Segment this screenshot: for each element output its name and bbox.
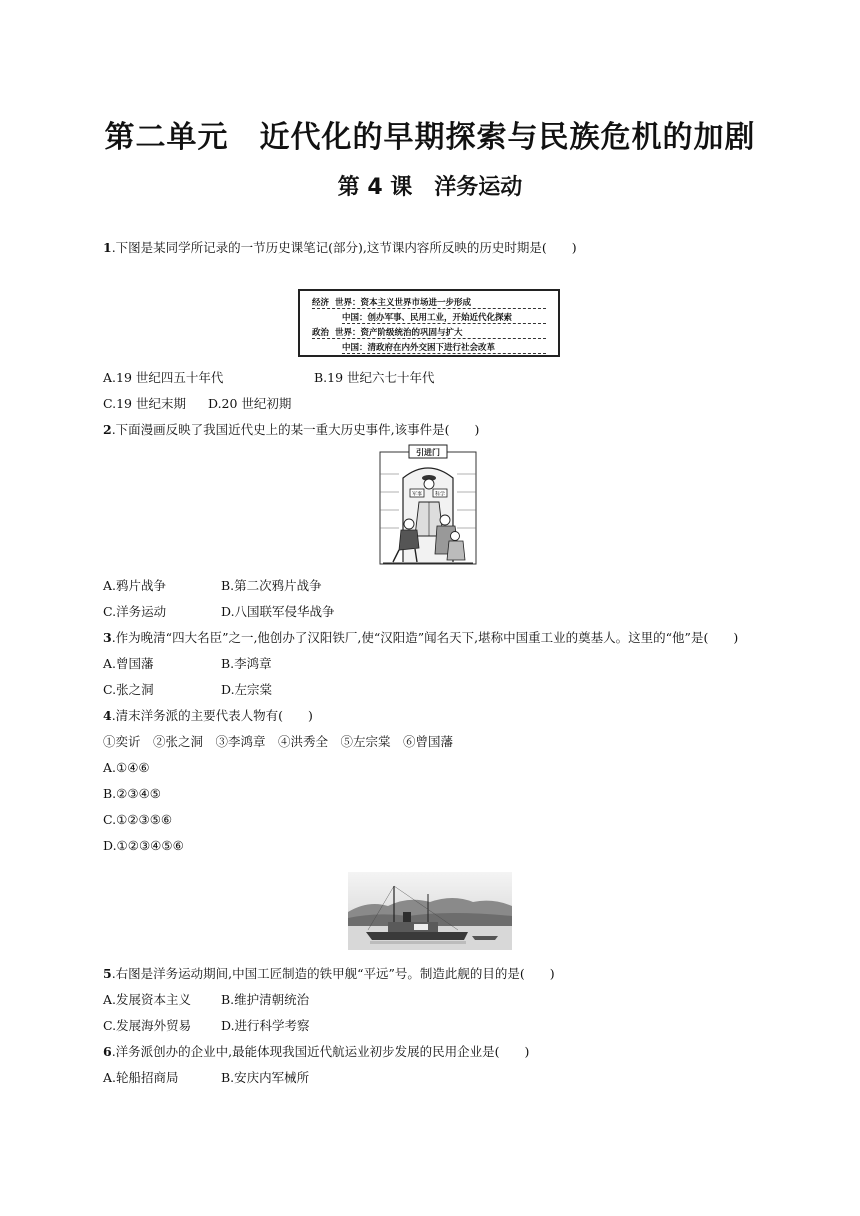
option-d: D.左宗棠 — [221, 682, 273, 697]
unit-title: 第二单元 近代化的早期探索与民族危机的加剧 — [104, 120, 756, 155]
question-3-stem — [103, 630, 738, 646]
option-a: A.发展资本主义 — [103, 992, 192, 1007]
ironclad-ship-photo — [348, 872, 512, 950]
option-c: C.①②③⑤⑥ — [103, 812, 173, 827]
option-a: A.19 世纪四五十年代 — [103, 370, 224, 385]
notes-row-4 — [342, 341, 546, 354]
option-b: B.维护清朝统治 — [221, 992, 310, 1007]
question-number: 2 — [103, 422, 112, 437]
question-number: 4 — [103, 708, 112, 723]
notes-text: 清政府在内外交困下进行社会改革 — [367, 343, 496, 353]
option-a: A.鸦片战争 — [103, 578, 167, 593]
question-text: .右图是洋务运动期间,中国工匠制造的铁甲舰“平远”号。制造此舰的目的是( ) — [111, 966, 555, 981]
question-number: 5 — [103, 966, 112, 981]
question-text: .清末洋务派的主要代表人物有( ) — [111, 708, 313, 723]
question-text: .洋务派创办的企业中,最能体现我国近代航运业初步发展的民用企业是( ) — [111, 1044, 530, 1059]
option-d: D.进行科学考察 — [221, 1018, 310, 1033]
option-b: B.19 世纪六七十年代 — [314, 370, 435, 385]
question-text: .作为晚清“四大名臣”之一,他创办了汉阳铁厂,使“汉阳造”闻名天下,堪称中国重工业的奠基人。这里的“他”是( ) — [111, 630, 739, 645]
notes-row-3 — [312, 326, 546, 339]
option-d: D.①②③④⑤⑥ — [103, 838, 184, 853]
question-6-stem — [103, 1044, 529, 1060]
option-c: C.洋务运动 — [103, 604, 167, 619]
ship-photo-drawing — [348, 872, 512, 950]
question-number: 1 — [103, 240, 112, 255]
option-b: B.李鸿章 — [221, 656, 272, 671]
option-d: D.八国联军侵华战争 — [221, 604, 335, 619]
notes-row-2 — [342, 311, 546, 324]
notes-text: 资产阶级统治的巩固与扩大 — [360, 328, 463, 338]
question-number: 3 — [103, 630, 112, 645]
cartoon-illustration — [379, 444, 477, 566]
notes-scope: 中国： — [342, 343, 368, 353]
question-text: .下面漫画反映了我国近代史上的某一重大历史事件,该事件是( ) — [111, 422, 480, 437]
option-c: C.19 世纪末期 — [103, 396, 186, 411]
notes-scope: 世界： — [334, 298, 361, 308]
question-1-stem — [103, 240, 577, 256]
notes-label-economy: 经济 — [312, 298, 330, 308]
cartoon-tag-right: 科学 — [434, 491, 446, 498]
cartoon-sign: 引进门 — [416, 448, 440, 457]
cartoon-tag-left: 军事 — [411, 491, 423, 498]
option-a: A.曾国藩 — [103, 656, 154, 671]
class-notes-figure — [298, 289, 560, 357]
question-4-items: ①奕䜣 ②张之洞 ③李鸿章 ④洪秀全 ⑤左宗棠 ⑥曾国藩 — [103, 734, 454, 749]
option-b: B.②③④⑤ — [103, 786, 161, 801]
question-text: .下图是某同学所记录的一节历史课笔记(部分),这节课内容所反映的历史时期是( ) — [111, 240, 577, 255]
notes-scope: 中国： — [342, 313, 368, 323]
question-4-stem — [103, 708, 313, 724]
notes-scope: 世界： — [334, 328, 361, 338]
option-a: A.轮船招商局 — [103, 1070, 179, 1085]
lesson-title: 第 4 课 洋务运动 — [337, 175, 523, 200]
option-c: C.发展海外贸易 — [103, 1018, 192, 1033]
notes-text: 创办军事、民用工业，开始近代化探索 — [367, 313, 513, 323]
notes-row-1 — [312, 296, 546, 309]
question-2-stem — [103, 422, 479, 438]
option-a: A.①④⑥ — [103, 760, 150, 775]
option-b: B.安庆内军械所 — [221, 1070, 310, 1085]
notes-text: 资本主义世界市场进一步形成 — [360, 298, 471, 308]
question-5-stem — [103, 966, 555, 982]
option-d: D.20 世纪初期 — [208, 396, 292, 411]
option-b: B.第二次鸦片战争 — [221, 578, 322, 593]
question-number: 6 — [103, 1044, 112, 1059]
notes-label-politics: 政治 — [312, 328, 330, 338]
cartoon-drawing — [379, 444, 477, 566]
option-c: C.张之洞 — [103, 682, 154, 697]
